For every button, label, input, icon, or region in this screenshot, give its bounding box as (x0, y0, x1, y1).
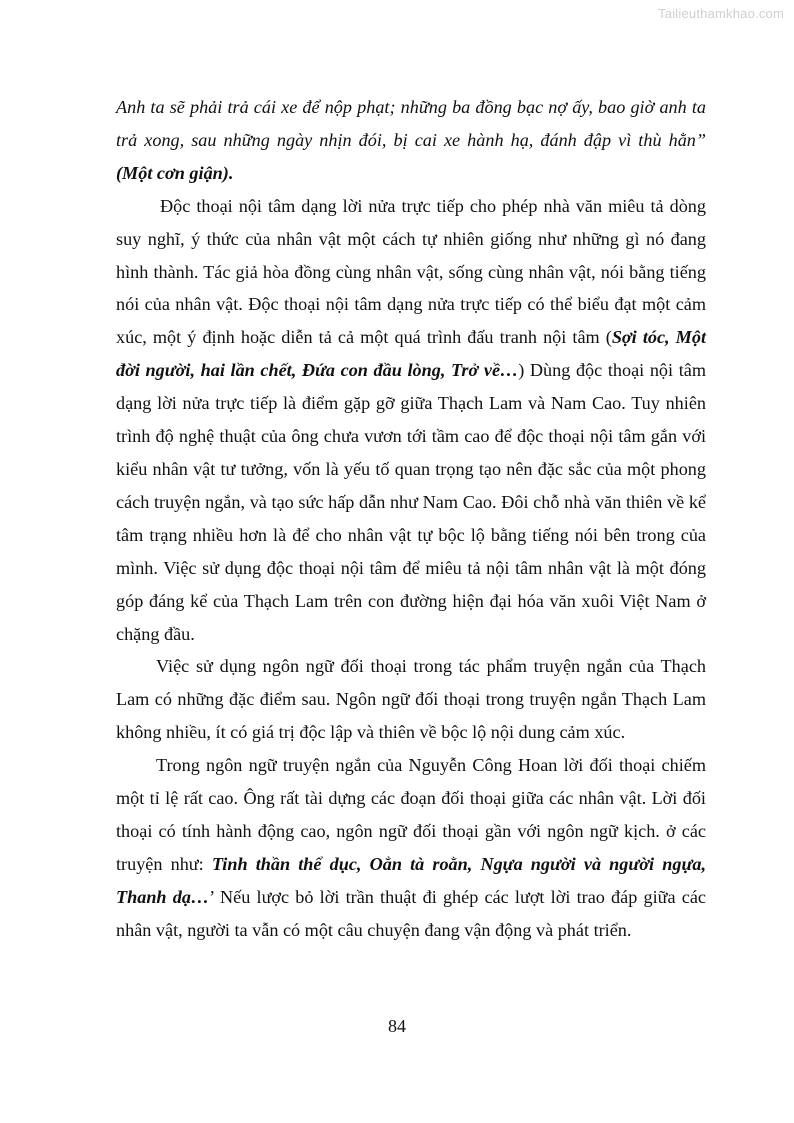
page-body (116, 91, 706, 947)
watermark-text: Tailieuthamkhao.com (658, 6, 784, 21)
paragraph-text: ’ Nếu lược bỏ lời trần thuật đi ghép các lượt lời trao đáp giữa các nhân vật, người ta vẫn có một câu chuyện đang vận động và phát triển. (116, 886, 706, 940)
paragraph-dialogue-thach-lam (116, 650, 706, 749)
work-titles: Tinh thần thể dục, Oẳn tà roằn, Ngựa người và người ngựa, Thanh dạ… (116, 853, 706, 907)
quote-source: (Một cơn giận). (116, 162, 234, 183)
quote-paragraph (116, 91, 706, 190)
page-number: 84 (388, 1016, 406, 1036)
work-titles: Sợi tóc, Một đời người, hai lần chết, Đứa con đầu lòng, Trở về… (116, 327, 706, 381)
quote-text: Anh ta sẽ phải trả cái xe để nộp phạt; những ba đồng bạc nợ ấy, bao giờ anh ta trả xong, sau những ngày nhịn đói, bị cai xe hành hạ, đánh đập vì thù hằn” (116, 97, 706, 150)
paragraph-text: Trong ngôn ngữ truyện ngắn của Nguyễn Công Hoan lời đối thoại chiếm một tỉ lệ rất cao. Ông rất tài dựng các đoạn đối thoại giữa các nhân vật. Lời đối thoại có tính hành động cao, ngôn ngữ đối thoại gần với ngôn ngữ kịch. ở các truyện như: (116, 755, 706, 874)
paragraph-text: ) Dùng độc thoại nội tâm dạng lời nửa trực tiếp là điểm gặp gỡ giữa Thạch Lam và Nam Cao. Tuy nhiên trình độ nghệ thuật của ông chưa vươn tới tầm cao để độc thoại nội tâm gắn với kiểu nhân vật tư tưởng, vốn là yếu tố quan trọng tạo nên đặc sắc của một phong cách truyện ngắn, và tạo sức hấp dẫn như Nam Cao. Đôi chỗ nhà văn thiên về kể tâm trạng nhiều hơn là để cho nhân vật tự bộc lộ bằng tiếng nói bên trong của mình. Việc sử dụng độc thoại nội tâm để miêu tả nội tâm nhân vật là một đóng góp đáng kể của Thạch Lam trên con đường hiện đại hóa văn xuôi Việt Nam ở chặng đầu. (116, 360, 706, 644)
paragraph-dialogue-nguyen-cong-hoan (116, 749, 706, 946)
paragraph-text: Độc thoại nội tâm dạng lời nửa trực tiếp cho phép nhà văn miêu tả dòng suy nghĩ, ý thức của nhân vật một cách tự nhiên giống như những gì nó đang hình thành. Tác giả hòa đồng cùng nhân vật, sống cùng nhân vật, nói bằng tiếng nói của nhân vật. Độc thoại nội tâm dạng nửa trực tiếp có thể biểu đạt một cảm xúc, một ý định hoặc diễn tả cả một quá trình đấu tranh nội tâm ( (116, 195, 706, 348)
paragraph-text: Việc sử dụng ngôn ngữ đối thoại trong tác phẩm truyện ngắn của Thạch Lam có những đặc điểm sau. Ngôn ngữ đối thoại trong truyện ngắn Thạch Lam không nhiều, ít có giá trị độc lập và thiên về bộc lộ nội dung cảm xúc. (116, 656, 706, 743)
paragraph-interior-monologue (116, 190, 706, 651)
